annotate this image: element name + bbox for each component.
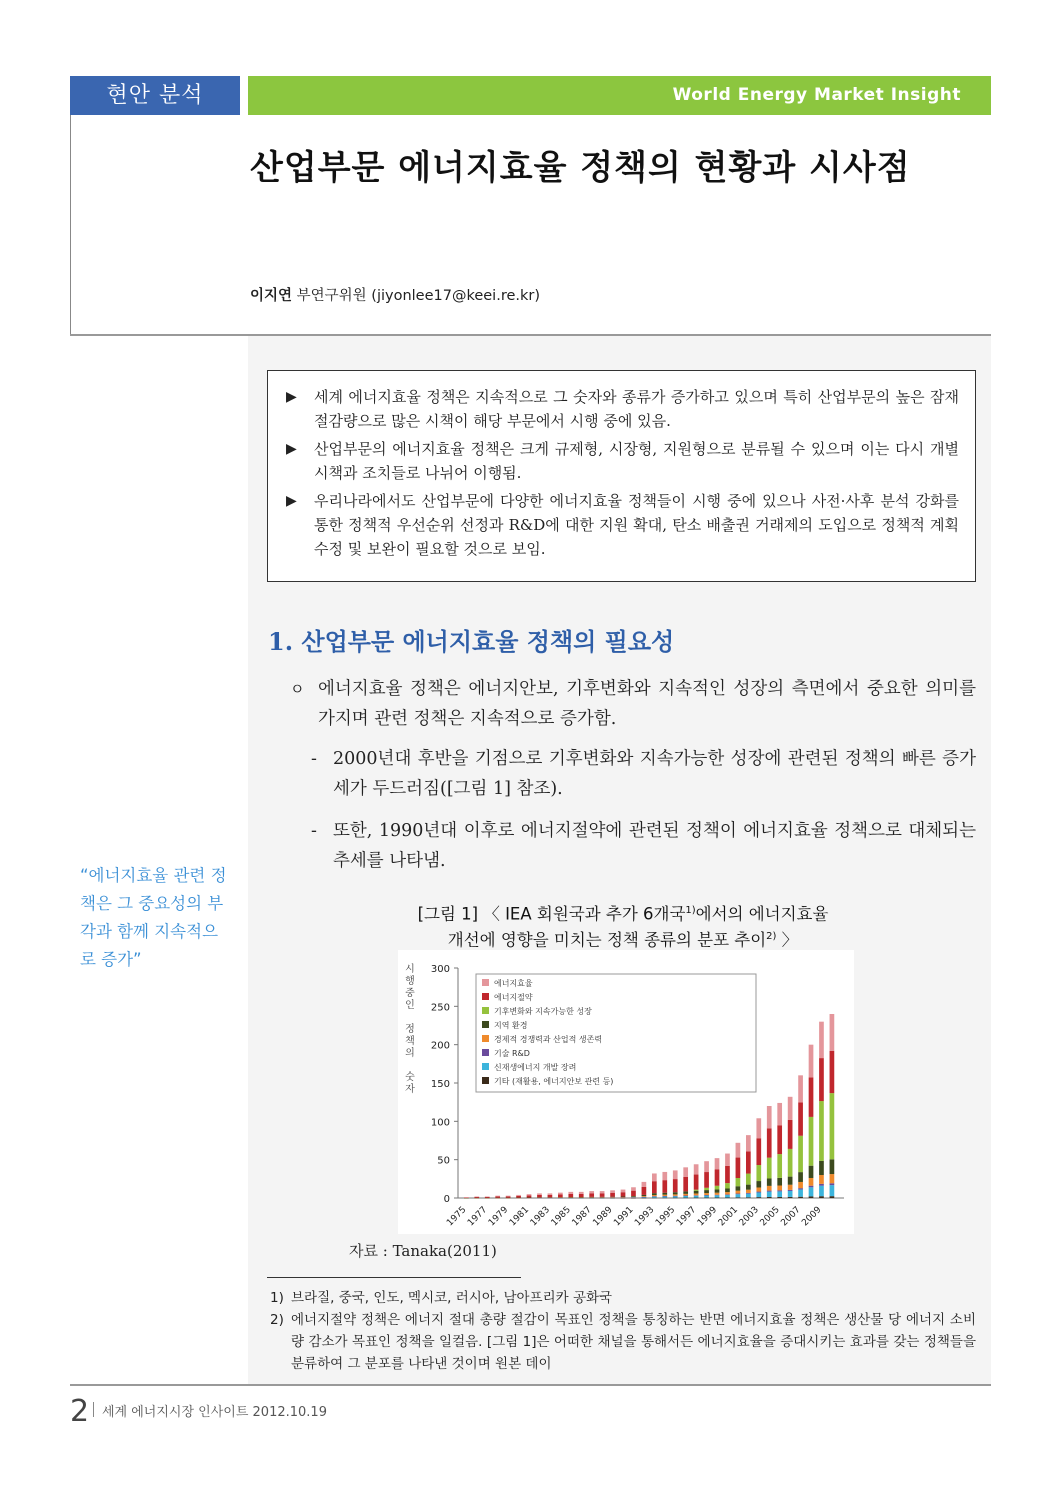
bar-segment: [736, 1186, 741, 1190]
bar-segment: [673, 1192, 678, 1194]
bar-segment: [756, 1118, 761, 1138]
bar-segment: [631, 1197, 636, 1198]
bar-segment: [631, 1197, 636, 1198]
legend-box: [476, 974, 756, 1092]
y-tick-label: 0: [443, 1194, 450, 1205]
bar-segment: [746, 1151, 751, 1173]
bar-segment: [631, 1191, 636, 1196]
caption-line-1: [그림 1] 〈 IEA 회원국과 추가 6개국$^{1)}$에서의 에너지효율: [417, 904, 829, 924]
bullet-paragraph: [290, 674, 976, 734]
bar-segment: [777, 1154, 782, 1178]
bar-segment: [683, 1196, 688, 1198]
legend-label: 경제적 경쟁력과 산업적 생존력: [494, 1035, 603, 1044]
bar-segment: [788, 1190, 793, 1191]
bar-segment: [548, 1197, 553, 1198]
bar-segment: [537, 1197, 542, 1198]
bar-segment: [516, 1198, 521, 1199]
bar-segment: [694, 1190, 699, 1191]
legend-swatch: [482, 1077, 489, 1084]
bar-segment: [683, 1196, 688, 1197]
left-rule: [70, 115, 71, 335]
bar-segment: [725, 1192, 730, 1194]
summary-item: [284, 437, 959, 485]
bar-segment: [819, 1175, 824, 1184]
bar-segment: [704, 1193, 709, 1195]
bar-segment: [809, 1196, 814, 1198]
x-tick-label: 1995: [654, 1205, 678, 1229]
bar-segment: [819, 1058, 824, 1101]
bar-segment: [694, 1193, 699, 1195]
bar-segment: [798, 1182, 803, 1188]
bar-segment: [715, 1195, 720, 1196]
bar-segment: [673, 1196, 678, 1197]
bar-segment: [746, 1194, 751, 1198]
bar-segment: [704, 1172, 709, 1188]
x-tick-label: 2001: [716, 1205, 741, 1229]
bar-segment: [715, 1170, 720, 1186]
bar-segment: [621, 1192, 626, 1196]
bar-segment: [642, 1196, 647, 1197]
x-tick-label: 2009: [800, 1205, 824, 1229]
bar-segment: [673, 1170, 678, 1179]
summary-item: [284, 385, 959, 433]
bar-segment: [777, 1191, 782, 1197]
bar-segment: [652, 1193, 657, 1195]
figure-chart: [398, 950, 854, 1234]
bar-segment: [809, 1166, 814, 1178]
legend-swatch: [482, 1063, 489, 1070]
bar-segment: [756, 1181, 761, 1187]
bar-segment: [704, 1195, 709, 1197]
bar-segment: [798, 1189, 803, 1196]
y-axis-label-char: 인: [405, 1000, 415, 1011]
x-tick-label: 1977: [466, 1205, 490, 1229]
bar-segment: [506, 1198, 511, 1199]
bar-segment: [589, 1191, 594, 1193]
bar-segment: [527, 1195, 532, 1197]
legend-label: 에너지효율: [494, 979, 533, 988]
footnote: 1) 브라질, 중국, 인도, 멕시코, 러시아, 남아프리카 공화국: [270, 1290, 613, 1306]
bar-segment: [683, 1198, 688, 1199]
dash-marker: -: [311, 749, 317, 769]
bar-segment: [673, 1198, 678, 1199]
bullet-text: 에너지효율 정책은 에너지안보, 기후변화와 지속적인 성장의 측면에서 중요한 의미를 가지며 관련 정책은 지속적으로 증가함.: [318, 679, 976, 729]
bar-segment: [819, 1022, 824, 1058]
bar-segment: [736, 1194, 741, 1195]
bar-segment: [809, 1117, 814, 1166]
bar-segment: [788, 1197, 793, 1198]
bar-segment: [746, 1185, 751, 1190]
y-axis-label-char: 자: [405, 1084, 415, 1095]
bar-segment: [725, 1183, 730, 1188]
footnotes: [270, 1287, 976, 1375]
bar-segment: [746, 1135, 751, 1151]
bar-segment: [704, 1195, 709, 1196]
bar-segment: [830, 1183, 835, 1185]
section-tag: 현안 분석: [70, 76, 240, 115]
bar-segment: [464, 1197, 469, 1198]
bar-segment: [600, 1197, 605, 1198]
bar-segment: [777, 1186, 782, 1191]
bar-segment: [652, 1196, 657, 1197]
bar-segment: [809, 1187, 814, 1196]
bar-segment: [506, 1196, 511, 1197]
y-axis-label-char: 중: [405, 988, 415, 999]
bar-segment: [767, 1158, 772, 1179]
article-title: 산업부문 에너지효율 정책의 현황과 시사점: [250, 148, 911, 188]
bar-segment: [819, 1101, 824, 1161]
bar-segment: [683, 1194, 688, 1196]
y-axis-label-char: 시: [405, 964, 415, 975]
y-tick-label: 300: [430, 964, 450, 975]
triangle-bullet-icon: ▶: [286, 493, 297, 509]
x-tick-label: 1975: [445, 1205, 469, 1229]
bar-segment: [788, 1120, 793, 1149]
footer-separator: [93, 1402, 94, 1417]
legend-label: 기후변화와 지속가능한 성장: [494, 1007, 592, 1016]
bar-segment: [704, 1198, 709, 1199]
bar-segment: [642, 1182, 647, 1187]
x-tick-label: 1987: [570, 1205, 594, 1229]
bar-segment: [715, 1198, 720, 1199]
bar-segment: [662, 1196, 667, 1197]
bar-segment: [516, 1195, 521, 1196]
bar-segment: [610, 1193, 615, 1197]
summary-box: [267, 370, 976, 582]
x-tick-label: 1991: [612, 1205, 636, 1229]
bar-segment: [777, 1197, 782, 1198]
bar-segment: [767, 1128, 772, 1157]
bar-segment: [746, 1190, 751, 1193]
y-tick-label: 250: [430, 1002, 450, 1014]
bar-segment: [579, 1192, 584, 1194]
bar-segment: [756, 1197, 761, 1198]
bar-segment: [495, 1196, 500, 1197]
x-tick-label: 1981: [507, 1205, 532, 1229]
legend-label: 에너지절약: [494, 993, 533, 1002]
x-tick-label: 2003: [737, 1205, 761, 1229]
figure-source: 자료 : Tanaka(2011): [349, 1242, 497, 1260]
bar-segment: [642, 1197, 647, 1198]
bar-segment: [798, 1172, 803, 1182]
bar-segment: [756, 1187, 761, 1191]
dash-text: 또한, 1990년대 이후로 에너지절약에 관련된 정책이 에너지효율 정책으로 대체되는 추세를 나타냄.: [333, 821, 976, 871]
legend-swatch: [482, 1021, 489, 1028]
bar-segment: [725, 1195, 730, 1198]
bar-segment: [725, 1166, 730, 1183]
bar-segment: [662, 1195, 667, 1196]
bar-segment: [756, 1165, 761, 1181]
bar-segment: [495, 1198, 500, 1199]
footnote-rule: [267, 1277, 521, 1278]
caption-line-2: 개선에 영향을 미치는 정책 종류의 분포 추이$^{2)}$ 〉: [447, 930, 799, 949]
bar-segment: [819, 1184, 824, 1186]
bar-segment: [809, 1077, 814, 1117]
dash-marker: -: [311, 821, 317, 841]
summary-item: [284, 489, 959, 561]
bar-segment: [788, 1185, 793, 1190]
bar-segment: [474, 1196, 479, 1197]
bar-segment: [725, 1194, 730, 1195]
x-tick-label: 1997: [674, 1205, 699, 1229]
y-axis-label-char: 정: [405, 1024, 415, 1035]
bar-segment: [798, 1136, 803, 1172]
pull-quote: “에너지효율 관련 정책은 그 중요성의 부각과 함께 지속적으로 증가”: [80, 866, 227, 969]
bar-segment: [767, 1178, 772, 1185]
bar-segment: [694, 1195, 699, 1196]
bar-segment: [736, 1158, 741, 1178]
bar-segment: [610, 1197, 615, 1198]
dash-paragraph: [311, 816, 976, 876]
bar-segment: [756, 1192, 761, 1193]
bar-segment: [527, 1197, 532, 1198]
bar-segment: [600, 1197, 605, 1198]
bar-segment: [788, 1097, 793, 1120]
summary-text: 우리나라에서도 산업부문에 다양한 에너지효율 정책들이 시행 중에 있으나 사전·사후 분석 강화를 통한 정책적 우선순위 선정과 R&D에 대한 지원 확대, 탄소 배출권 거래제의 도입으로 정책적 계획 수정 및 보완이 필요할 것으로 보임.: [314, 492, 959, 558]
bar-segment: [704, 1161, 709, 1172]
bar-segment: [683, 1191, 688, 1193]
x-tick-label: 1989: [591, 1205, 615, 1229]
y-axis-label-char: 숫: [405, 1072, 415, 1083]
bar-segment: [506, 1196, 511, 1197]
bar-segment: [809, 1186, 814, 1188]
bar-segment: [631, 1196, 636, 1197]
bar-segment: [589, 1197, 594, 1198]
bar-segment: [830, 1159, 835, 1174]
bar-segment: [558, 1197, 563, 1198]
bar-segment: [756, 1138, 761, 1165]
bar-segment: [537, 1195, 542, 1198]
bar-segment: [548, 1195, 553, 1197]
y-axis-label-char: 책: [405, 1036, 415, 1047]
y-axis-label-char: 의: [405, 1048, 415, 1059]
bar-segment: [694, 1164, 699, 1174]
legend-swatch: [482, 993, 489, 1000]
bar-segment: [558, 1193, 563, 1195]
bar-segment: [683, 1167, 688, 1177]
dash-paragraph: [311, 744, 976, 804]
bar-segment: [830, 1174, 835, 1183]
bar-segment: [715, 1193, 720, 1195]
x-tick-label: 1985: [549, 1205, 573, 1229]
bar-segment: [474, 1198, 479, 1199]
bottom-divider: [70, 1384, 991, 1386]
bar-segment: [788, 1191, 793, 1197]
bar-segment: [610, 1197, 615, 1198]
triangle-bullet-icon: ▶: [286, 441, 297, 457]
bar-segment: [642, 1195, 647, 1196]
bar-segment: [736, 1178, 741, 1186]
bar-segment: [568, 1197, 573, 1198]
bar-segment: [788, 1177, 793, 1185]
bar-segment: [704, 1190, 709, 1193]
bar-segment: [568, 1192, 573, 1194]
bar-segment: [589, 1193, 594, 1197]
legend-swatch: [482, 1049, 489, 1056]
bar-segment: [464, 1198, 469, 1199]
bar-segment: [495, 1196, 500, 1197]
x-tick-label: 1979: [486, 1205, 511, 1229]
circle-bullet: ㅇ: [290, 680, 305, 698]
bar-segment: [621, 1196, 626, 1197]
bar-segment: [767, 1186, 772, 1191]
bar-segment: [527, 1194, 532, 1195]
bar-segment: [610, 1190, 615, 1192]
bar-segment: [474, 1197, 479, 1198]
bar-segment: [830, 1093, 835, 1159]
bar-segment: [756, 1192, 761, 1197]
bar-segment: [694, 1198, 699, 1199]
legend-swatch: [482, 979, 489, 986]
bar-segment: [819, 1161, 824, 1175]
bar-segment: [694, 1175, 699, 1190]
triangle-bullet-icon: ▶: [286, 389, 297, 405]
legend-label: 기술 R&D: [494, 1049, 530, 1058]
bar-segment: [746, 1193, 751, 1194]
bar-segment: [548, 1193, 553, 1194]
bar-segment: [631, 1198, 636, 1199]
y-tick-label: 50: [437, 1155, 450, 1167]
legend-label: 지역 환경: [494, 1021, 528, 1030]
bar-segment: [652, 1173, 657, 1181]
y-axis-label-char: 행: [405, 976, 415, 987]
y-tick-label: 200: [430, 1040, 450, 1052]
bar-segment: [662, 1180, 667, 1193]
bar-segment: [777, 1178, 782, 1186]
bar-segment: [830, 1185, 835, 1196]
bar-segment: [694, 1196, 699, 1198]
x-tick-label: 1983: [528, 1205, 553, 1229]
stacked-bar-chart: [398, 950, 854, 1234]
y-tick-label: 150: [430, 1079, 450, 1090]
bar-segment: [777, 1103, 782, 1125]
bar-segment: [819, 1186, 824, 1197]
bar-segment: [715, 1189, 720, 1192]
bar-segment: [621, 1190, 626, 1193]
bar-segment: [725, 1188, 730, 1192]
author-line: [250, 284, 540, 305]
bar-segment: [485, 1196, 490, 1197]
bar-segment: [788, 1149, 793, 1177]
bar-segment: [652, 1198, 657, 1199]
page-number: 2: [70, 1394, 90, 1429]
bar-segment: [809, 1178, 814, 1186]
author-role: 부연구위원 (jiyonlee17@keei.re.kr): [296, 288, 541, 304]
author-name: 이지연: [250, 288, 293, 304]
legend-label: 기타 (재활용, 에너지안보 관련 등): [494, 1077, 614, 1086]
bar-segment: [704, 1188, 709, 1190]
bar-segment: [798, 1197, 803, 1198]
bar-segment: [798, 1102, 803, 1135]
bar-segment: [642, 1198, 647, 1199]
bar-segment: [746, 1174, 751, 1185]
bar-segment: [736, 1194, 741, 1197]
bar-segment: [777, 1125, 782, 1154]
bar-segment: [725, 1197, 730, 1198]
bar-segment: [673, 1179, 678, 1192]
publication-name: 세계 에너지시장 인사이트 2012.10.19: [102, 1405, 327, 1420]
bar-segment: [767, 1192, 772, 1197]
summary-text: 산업부문의 에너지효율 정책은 크게 규제형, 시장형, 지원형으로 분류될 수 있으며 이는 다시 개별 시책과 조치들로 나뉘어 이행됨.: [314, 440, 959, 482]
figure-caption: [290, 900, 956, 951]
bar-segment: [662, 1196, 667, 1197]
bar-segment: [830, 1196, 835, 1198]
series-title-bar: World Energy Market Insight: [248, 76, 991, 115]
bar-segment: [746, 1197, 751, 1198]
bar-segment: [798, 1188, 803, 1189]
bar-segment: [715, 1158, 720, 1169]
bar-segment: [516, 1196, 521, 1198]
dash-text: 2000년대 후반을 기점으로 기후변화와 지속가능한 성장에 관련된 정책의 빠른 증가세가 두드러짐([그림 1] 참조).: [333, 749, 976, 799]
bar-segment: [600, 1193, 605, 1197]
bar-segment: [694, 1191, 699, 1194]
x-tick-label: 1993: [633, 1205, 657, 1229]
bar-segment: [725, 1154, 730, 1166]
bar-segment: [809, 1045, 814, 1078]
bar-segment: [579, 1197, 584, 1198]
bar-segment: [777, 1190, 782, 1191]
bar-segment: [767, 1197, 772, 1198]
bar-segment: [830, 1051, 835, 1093]
bar-segment: [736, 1197, 741, 1198]
legend-swatch: [482, 1035, 489, 1042]
x-tick-label: 1999: [695, 1205, 720, 1229]
bar-segment: [798, 1075, 803, 1102]
bar-segment: [662, 1172, 667, 1180]
bar-segment: [673, 1194, 678, 1195]
legend-swatch: [482, 1007, 489, 1014]
y-tick-label: 100: [430, 1117, 450, 1129]
bar-segment: [767, 1106, 772, 1128]
bar-segment: [662, 1193, 667, 1195]
footnote: 2) 에너지절약 정책은 에너지 절대 총량 절감이 목표인 정책을 통칭하는 반면 에너지효율 정책은 생산물 당 에너지 소비량 감소가 목표인 정책을 일컬음. [그림 1]은 어떠한 채널을 통해서든 에너지효율을 증대시키는 효과를 갖는 정책들을 분류하여 그 분포를 나타낸 것이며 원본 데이: [270, 1312, 976, 1372]
bar-segment: [652, 1195, 657, 1196]
bar-segment: [600, 1191, 605, 1193]
bar-segment: [819, 1196, 824, 1198]
bar-segment: [715, 1195, 720, 1197]
bar-segment: [830, 1014, 835, 1051]
section-heading: 1. 산업부문 에너지효율 정책의 필요성: [268, 627, 675, 656]
bar-segment: [683, 1177, 688, 1191]
x-tick-label: 2007: [779, 1205, 803, 1229]
x-tick-label: 2005: [758, 1205, 782, 1229]
bar-segment: [662, 1198, 667, 1199]
bar-segment: [568, 1194, 573, 1197]
bar-segment: [673, 1196, 678, 1197]
bar-segment: [715, 1186, 720, 1190]
summary-text: 세계 에너지효율 정책은 지속적으로 그 숫자와 종류가 증가하고 있으며 특히 산업부문의 높은 잠재 절감량으로 많은 시책이 해당 부문에서 시행 중에 있음.: [314, 388, 959, 430]
bar-segment: [631, 1187, 636, 1190]
bar-segment: [642, 1187, 647, 1195]
bar-segment: [767, 1191, 772, 1192]
bar-segment: [736, 1143, 741, 1158]
legend-label: 신재생에너지 개발 장려: [494, 1063, 577, 1072]
bar-segment: [485, 1197, 490, 1198]
bar-segment: [621, 1197, 626, 1198]
bar-segment: [537, 1193, 542, 1194]
bar-segment: [558, 1194, 563, 1197]
bar-segment: [736, 1191, 741, 1194]
bar-segment: [652, 1181, 657, 1193]
bar-segment: [485, 1198, 490, 1199]
bar-segment: [579, 1194, 584, 1197]
